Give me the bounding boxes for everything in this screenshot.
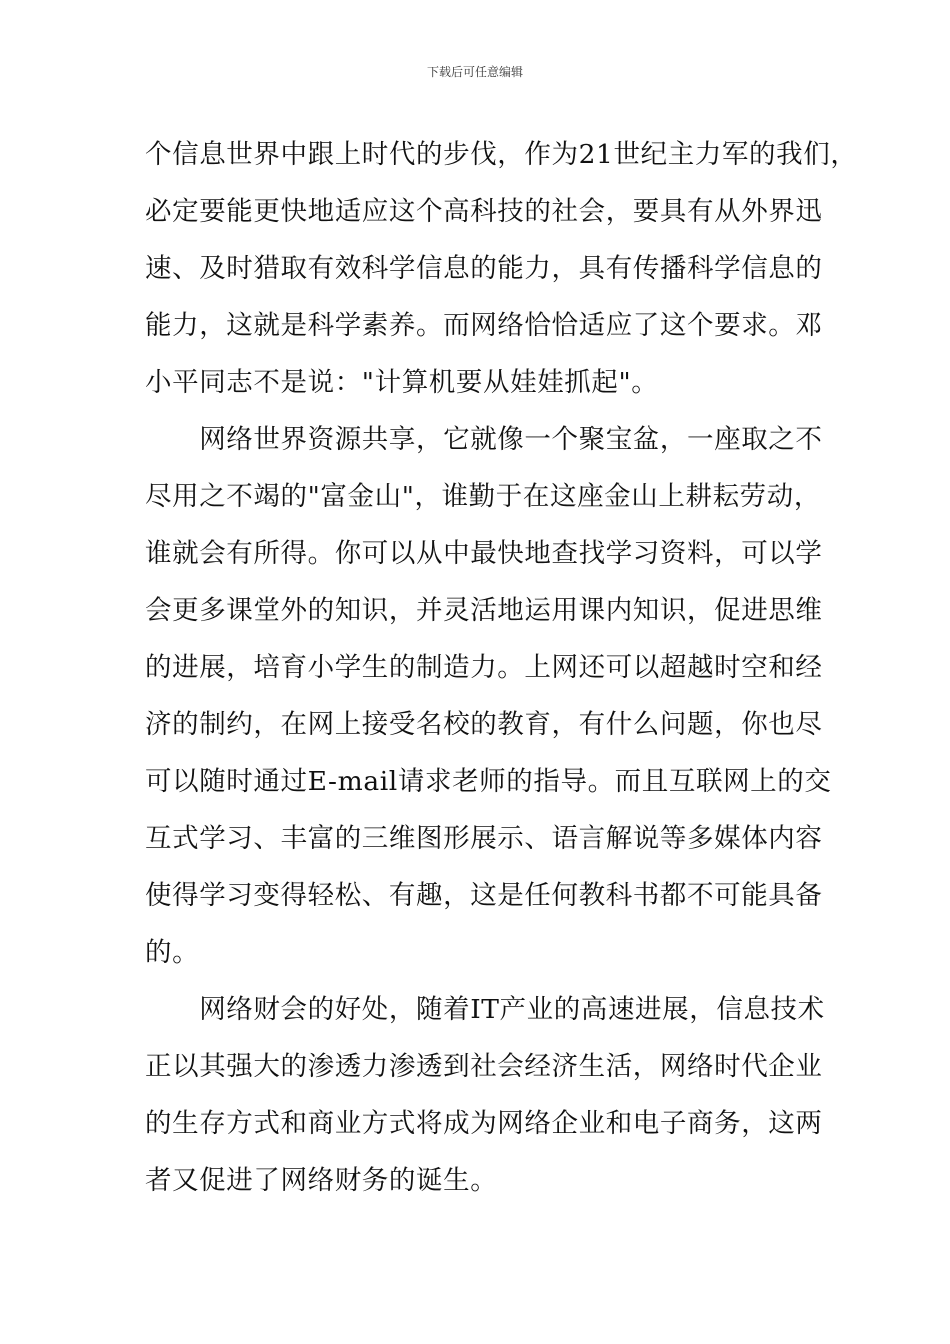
text-line: 速、及时猎取有效科学信息的能力，具有传播科学信息的	[145, 253, 823, 284]
text-line: 互式学习、丰富的三维图形展示、语言解说等多媒体内容	[145, 823, 823, 854]
text-line: 者又促进了网络财务的诞生。	[145, 1165, 498, 1196]
text-line: 可以随时通过E-mail请求老师的指导。而且互联网上的交	[145, 766, 832, 797]
text-line: 谁就会有所得。你可以从中最快地查找学习资料，可以学	[145, 538, 823, 569]
text-line: 能力，这就是科学素养。而网络恰恰适应了这个要求。邓	[145, 310, 823, 341]
paragraph-1	[145, 126, 858, 411]
text-line: 的。	[145, 937, 200, 968]
text-line: 的进展，培育小学生的制造力。上网还可以超越时空和经	[145, 652, 823, 683]
text-line: 网络财会的好处，随着IT产业的高速进展，信息技术	[145, 994, 825, 1025]
text-line: 济的制约，在网上接受名校的教育，有什么问题，你也尽	[145, 709, 823, 740]
text-line: 尽用之不竭的"富金山"，谁勤于在这座金山上耕耘劳动，	[145, 481, 821, 512]
page-header: 下载后可任意编辑	[426, 65, 523, 79]
text-line: 网络世界资源共享，它就像一个聚宝盆，一座取之不	[145, 424, 823, 455]
text-line: 会更多课堂外的知识，并灵活地运用课内知识，促进思维	[145, 595, 823, 626]
text-line: 使得学习变得轻松、有趣，这是任何教科书都不可能具备	[145, 880, 823, 911]
body-text	[145, 126, 858, 1209]
text-line: 的生存方式和商业方式将成为网络企业和电子商务，这两	[145, 1108, 823, 1139]
text-line: 个信息世界中跟上时代的步伐，作为21世纪主力军的我们，	[145, 139, 858, 170]
text-line: 小平同志不是说："计算机要从娃娃抓起"。	[145, 367, 659, 398]
text-line: 正以其强大的渗透力渗透到社会经济生活，网络时代企业	[145, 1051, 823, 1082]
paragraph-3	[145, 981, 835, 1209]
paragraph-2	[145, 411, 835, 981]
text-line: 必定要能更快地适应这个高科技的社会，要具有从外界迅	[145, 196, 823, 227]
